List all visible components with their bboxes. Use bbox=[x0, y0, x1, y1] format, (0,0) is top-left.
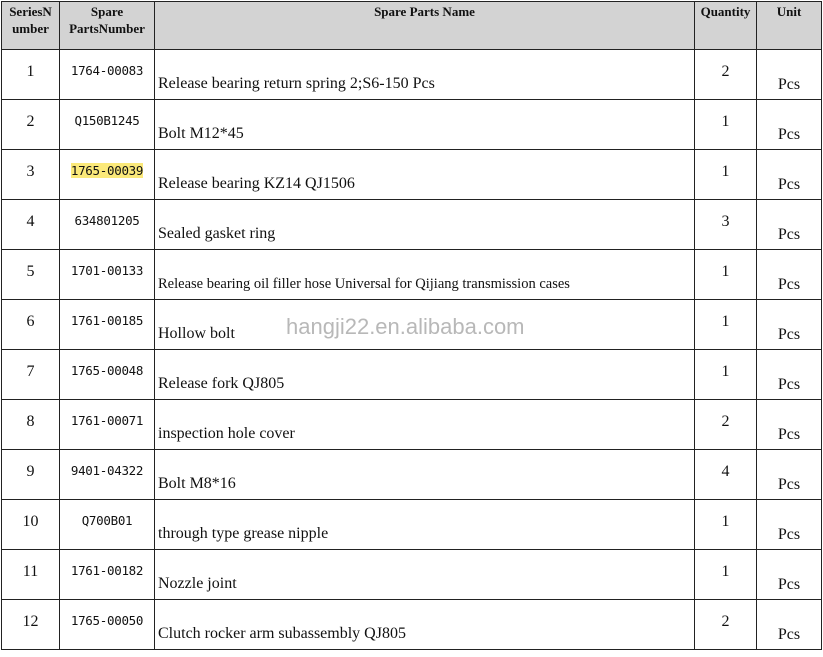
part-name-cell: Release bearing return spring 2;S6-150 Pcs bbox=[155, 50, 695, 100]
series-number-cell: 6 bbox=[2, 300, 60, 350]
part-name-cell: Release bearing oil filler hose Universal for Qijiang transmission cases bbox=[155, 250, 695, 300]
unit-cell: Pcs bbox=[757, 100, 822, 150]
table-row bbox=[2, 50, 822, 100]
table-row bbox=[2, 500, 822, 550]
series-number-cell: 11 bbox=[2, 550, 60, 600]
part-number-cell: 1765-00050 bbox=[60, 600, 155, 650]
table-row bbox=[2, 450, 822, 500]
part-name-cell: Nozzle joint bbox=[155, 550, 695, 600]
series-number-cell: 8 bbox=[2, 400, 60, 450]
part-name-cell: Bolt M8*16 bbox=[155, 450, 695, 500]
header-quantity: Quantity bbox=[695, 2, 757, 50]
watermark: hangji22.en.alibaba.com bbox=[286, 314, 525, 339]
series-number-cell: 9 bbox=[2, 450, 60, 500]
quantity-cell: 3 bbox=[695, 200, 757, 250]
part-name-cell: inspection hole cover bbox=[155, 400, 695, 450]
table-row bbox=[2, 400, 822, 450]
highlighted-part-number: 1765-00039 bbox=[70, 163, 144, 178]
quantity-cell: 2 bbox=[695, 600, 757, 650]
series-number-cell: 2 bbox=[2, 100, 60, 150]
series-number-cell: 3 bbox=[2, 150, 60, 200]
header-spare-parts-name: Spare Parts Name bbox=[155, 2, 695, 50]
part-number-cell: 1761-00071 bbox=[60, 400, 155, 450]
part-number-cell: 1761-00185 bbox=[60, 300, 155, 350]
table-row bbox=[2, 350, 822, 400]
quantity-cell: 1 bbox=[695, 550, 757, 600]
table-row bbox=[2, 200, 822, 250]
table-row bbox=[2, 150, 822, 200]
quantity-cell: 1 bbox=[695, 150, 757, 200]
table-row bbox=[2, 550, 822, 600]
part-name-cell: Release bearing KZ14 QJ1506 bbox=[155, 150, 695, 200]
series-number-cell: 1 bbox=[2, 50, 60, 100]
quantity-cell: 4 bbox=[695, 450, 757, 500]
quantity-cell: 1 bbox=[695, 250, 757, 300]
part-name-cell: Release fork QJ805 bbox=[155, 350, 695, 400]
header-unit: Unit bbox=[757, 2, 822, 50]
series-number-cell: 10 bbox=[2, 500, 60, 550]
quantity-cell: 1 bbox=[695, 300, 757, 350]
unit-cell: Pcs bbox=[757, 300, 822, 350]
unit-cell: Pcs bbox=[757, 550, 822, 600]
series-number-cell: 4 bbox=[2, 200, 60, 250]
part-number-cell: Q700B01 bbox=[60, 500, 155, 550]
quantity-cell: 1 bbox=[695, 350, 757, 400]
part-name-cell: Hollow bolt bbox=[155, 300, 695, 350]
quantity-cell: 1 bbox=[695, 500, 757, 550]
part-name-cell: through type grease nipple bbox=[155, 500, 695, 550]
quantity-cell: 2 bbox=[695, 400, 757, 450]
unit-cell: Pcs bbox=[757, 600, 822, 650]
part-number-cell: 1764-00083 bbox=[60, 50, 155, 100]
unit-cell: Pcs bbox=[757, 250, 822, 300]
unit-cell: Pcs bbox=[757, 50, 822, 100]
part-number-cell: 634801205 bbox=[60, 200, 155, 250]
part-number-cell: 1761-00182 bbox=[60, 550, 155, 600]
unit-cell: Pcs bbox=[757, 400, 822, 450]
table-row bbox=[2, 250, 822, 300]
part-number-cell: 1765-00048 bbox=[60, 350, 155, 400]
table-row bbox=[2, 600, 822, 650]
part-number-cell: Q150B1245 bbox=[60, 100, 155, 150]
part-name-cell: Bolt M12*45 bbox=[155, 100, 695, 150]
header-series-number: SeriesN umber bbox=[2, 2, 60, 50]
quantity-cell: 1 bbox=[695, 100, 757, 150]
part-number-cell bbox=[60, 150, 155, 200]
spare-parts-table bbox=[1, 1, 822, 650]
unit-cell: Pcs bbox=[757, 350, 822, 400]
table-row bbox=[2, 100, 822, 150]
header-row bbox=[2, 2, 822, 50]
quantity-cell: 2 bbox=[695, 50, 757, 100]
part-number-cell: 9401-04322 bbox=[60, 450, 155, 500]
unit-cell: Pcs bbox=[757, 500, 822, 550]
series-number-cell: 5 bbox=[2, 250, 60, 300]
series-number-cell: 7 bbox=[2, 350, 60, 400]
unit-cell: Pcs bbox=[757, 150, 822, 200]
part-name-cell: Sealed gasket ring bbox=[155, 200, 695, 250]
unit-cell: Pcs bbox=[757, 200, 822, 250]
unit-cell: Pcs bbox=[757, 450, 822, 500]
header-spare-parts-number: Spare PartsNumber bbox=[60, 2, 155, 50]
part-name-cell: Clutch rocker arm subassembly QJ805 bbox=[155, 600, 695, 650]
series-number-cell: 12 bbox=[2, 600, 60, 650]
table-row bbox=[2, 300, 822, 350]
part-number-cell: 1701-00133 bbox=[60, 250, 155, 300]
